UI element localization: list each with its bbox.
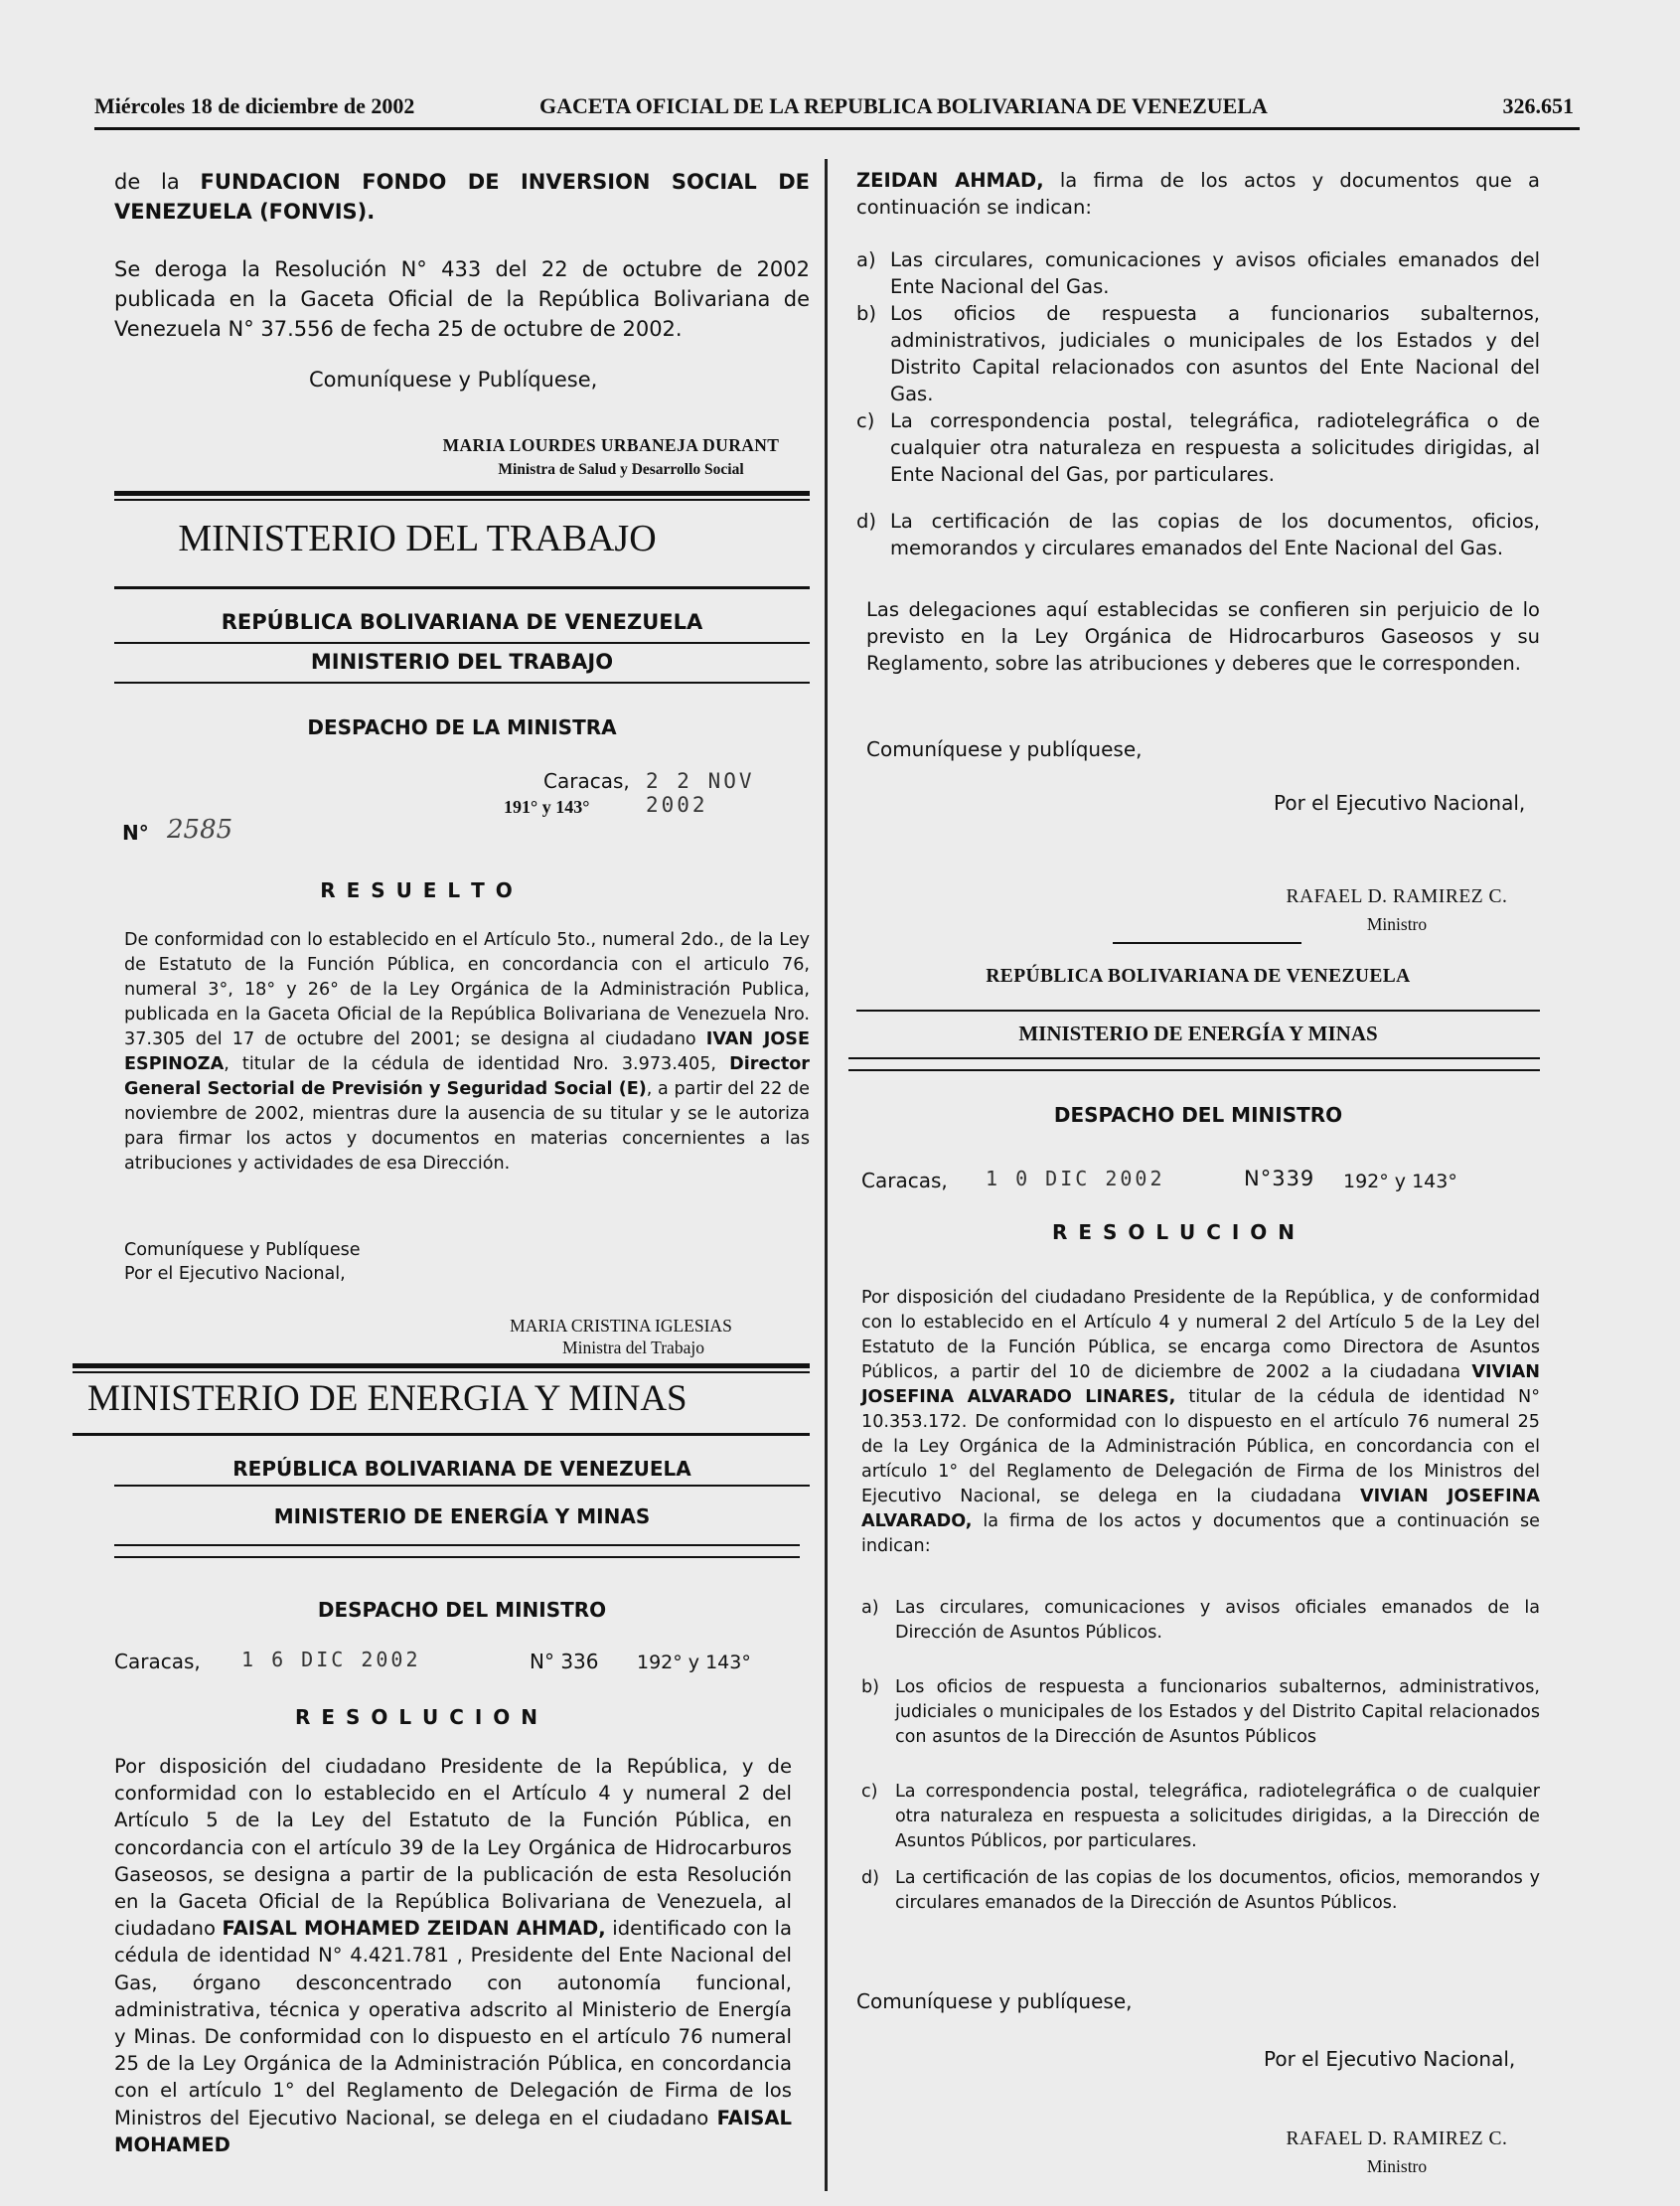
comuniquese-2: Comuníquese y Publíquese: [124, 1240, 361, 1260]
designee-name: VIVIAN JOSEFINA ALVARADO LINARES,: [861, 1362, 1540, 1407]
delegaciones-paragraph: Las delegaciones aquí establecidas se confieren sin perjuicio de lo previsto en la Ley Orgánica de Hidrocarburos Gaseosos y su Reglamento, sobre las atribuciones y deberes que le corresponden.: [866, 598, 1540, 675]
header-page-number: 326.651: [1502, 93, 1574, 118]
caracas-label: Caracas,: [861, 1169, 948, 1192]
signer-name-2: MARIA CRISTINA IGLESIAS: [510, 1316, 732, 1336]
continuation-paragraph: [856, 167, 1540, 221]
separator-rule: [848, 1069, 1540, 1071]
body-text: De conformidad con lo establecido en el Artículo 5to., numeral 2do., de la Ley de Estatuto de la Función Pública, en concordancia con el articulo 76, numeral 3°, 18° y 26° de la Ley Orgánica de la Administración Publica, publicada en la Gaceta Oficial de la República Bolivariana de Venezuela Nro. 37.305 del 17 de octubre del 2001; se designa al ciudadano: [124, 930, 810, 1049]
delegation-list: [861, 1596, 1540, 1916]
separator-rule: [114, 491, 810, 496]
signer-name-4: RAFAEL D. RAMIREZ C.: [1286, 2128, 1508, 2149]
body-text: Por disposición del ciudadano Presidente de la República, y de conformidad con lo establecido en el Artículo 4 y numeral 2 del Artículo 5 de la Ley del Estatuto de la Función Pública, en concordancia con el artículo 39 de la Ley Orgánica de Hidrocarburos Gaseosos, se designa a partir de la publicación de esta Resolución en la Gaceta Oficial de la República Bolivariana de Venezuela, al ciudadano: [114, 1755, 792, 1941]
list-item: d) La certificación de las copias de los documentos, oficios, memorandos y circulares emanados de la Dirección de Asuntos Públicos.: [861, 1868, 1540, 1913]
ejecutivo-4: Por el Ejecutivo Nacional,: [1264, 2047, 1516, 2071]
signer-title-1: Ministra de Salud y Desarrollo Social: [498, 461, 744, 478]
caracas-label: Caracas,: [114, 1650, 201, 1673]
header-date: Miércoles 18 de diciembre de 2002: [94, 93, 415, 118]
header-title: GACETA OFICIAL DE LA REPUBLICA BOLIVARIANA DE VENEZUELA: [539, 93, 1268, 118]
ejecutivo-3: Por el Ejecutivo Nacional,: [1274, 791, 1526, 815]
years-label: 192° y 143°: [637, 1652, 751, 1673]
separator-rule: [114, 1485, 810, 1487]
republica-heading: REPÚBLICA BOLIVARIANA DE VENEZUELA: [221, 610, 703, 634]
separator-rule: [73, 1371, 810, 1373]
separator-rule: [73, 1363, 810, 1368]
delegation-list: [856, 246, 1540, 561]
signer-title-2: Ministra del Trabajo: [562, 1338, 704, 1357]
date-stamp: 1 6 DIC 2002: [241, 1648, 421, 1671]
fonvis-name: FUNDACION FONDO DE INVERSION SOCIAL DE VENEZUELA (FONVIS).: [114, 170, 810, 224]
despacho-heading: DESPACHO DEL MINISTRO: [1053, 1103, 1343, 1127]
energia-banner: MINISTERIO DE ENERGIA Y MINAS: [87, 1378, 687, 1419]
list-item: a) Las circulares, comunicaciones y avisos oficiales emanados del Ente Nacional del Gas.: [856, 248, 1540, 298]
signer-name-1: MARIA LOURDES URBANEJA DURANT: [442, 435, 780, 455]
years-label: 192° y 143°: [1343, 1171, 1457, 1192]
ministerio-heading: MINISTERIO DE ENERGÍA Y MINAS: [273, 1504, 651, 1528]
despacho-heading: DESPACHO DE LA MINISTRA: [307, 715, 617, 739]
body-text: , a partir del 22 de noviembre de 2002, mientras dure la ausencia de su titular y se le autoriza para firmar los actos y documentos en materias concernientes a las atribuciones y actividades de esa Dirección.: [124, 1079, 810, 1174]
resolucion-336-body: [114, 1753, 792, 2158]
body-text: , titular de la cédula de identidad Nro. 3.973.405,: [224, 1054, 730, 1074]
separator-rule: [114, 1544, 800, 1546]
list-item: b) Los oficios de respuesta a funcionarios subalternos, administrativos, judiciales o municipales de los Estados y del Distrito Capital relacionados con asuntos de la Dirección de Asuntos Públicos: [861, 1677, 1540, 1747]
caracas-label: Caracas,: [543, 769, 630, 793]
list-item: c) La correspondencia postal, telegráfica, radiotelegráfica o de cualquier otra naturaleza en respuesta a solicitudes dirigidas, al Ente Nacional del Gas, por particulares.: [856, 409, 1540, 486]
intro-paragraph: [114, 167, 810, 227]
signer-name-3: RAFAEL D. RAMIREZ C.: [1286, 886, 1508, 907]
comuniquese-3: Comuníquese y publíquese,: [866, 737, 1143, 761]
separator-rule: [856, 1010, 1540, 1012]
trabajo-banner: MINISTERIO DEL TRABAJO: [178, 518, 657, 559]
separator-rule: [848, 1057, 1540, 1059]
comuniquese-4: Comuníquese y publíquese,: [856, 1989, 1133, 2013]
list-item: c) La correspondencia postal, telegráfica, radiotelegráfica o de cualquier otra naturaleza en respuesta a solicitudes dirigidas, a la Dirección de Asuntos Públicos, por particulares.: [861, 1782, 1540, 1851]
ministerio-heading: MINISTERIO DE ENERGÍA Y MINAS: [1018, 1022, 1378, 1045]
resolution-number: N°339: [1244, 1167, 1315, 1190]
years-label: 191° y 143°: [504, 797, 590, 817]
designee-name: FAISAL MOHAMED ZEIDAN AHMAD,: [222, 1917, 606, 1941]
comuniquese-1: Comuníquese y Publíquese,: [309, 368, 598, 392]
resolucion-heading: R E S O L U C I O N: [295, 1705, 539, 1729]
separator-rule: [114, 682, 810, 684]
separator-rule: [1113, 942, 1301, 944]
number-label: N°: [122, 821, 149, 845]
resuelto-heading: R E S U E L T O: [320, 878, 515, 902]
resolution-number: N° 336: [530, 1650, 599, 1673]
body-text: la firma de los actos y documentos que a continuación se indican:: [861, 1511, 1540, 1556]
designee-name: VIVIAN JOSEFINA ALVARADO,: [861, 1487, 1540, 1531]
separator-rule: [114, 1556, 800, 1558]
list-item: d) La certificación de las copias de los documentos, oficios, memorandos y circulares emanados del Ente Nacional del Gas.: [856, 510, 1540, 559]
gazette-header: [94, 91, 1580, 130]
separator-rule: [73, 1433, 810, 1436]
designee-name: ZEIDAN AHMAD,: [856, 169, 1044, 192]
intro-text: de la: [114, 170, 201, 194]
separator-rule: [114, 499, 810, 501]
list-item: b) Los oficios de respuesta a funcionarios subalternos, administrativos, judiciales o municipales de los Estados y del Distrito Capital relacionados con asuntos del Ente Nacional del Gas.: [856, 302, 1540, 405]
separator-rule: [114, 586, 810, 589]
ministerio-heading: MINISTERIO DEL TRABAJO: [310, 650, 614, 674]
designee-name: IVAN JOSE ESPINOZA: [124, 1029, 810, 1074]
list-item: a) Las circulares, comunicaciones y avisos oficiales emanados de la Dirección de Asuntos Públicos.: [861, 1598, 1540, 1643]
resolucion-339-body: [861, 1286, 1540, 1559]
resolucion-heading: R E S O L U C I O N: [1052, 1220, 1297, 1244]
designee-name: FAISAL MOHAMED: [114, 2106, 792, 2156]
body-text: Por disposición del ciudadano Presidente de la República, y de conformidad con lo establecido en el Artículo 4 y numeral 2 del Artículo 5 de la Ley del Estatuto de la Función Pública, se encarga como Directora de Asuntos Públicos, a partir del 10 de diciembre de 2002 a la ciudadana: [861, 1288, 1540, 1382]
designee-position: Director General Sectorial de Previsión y Seguridad Social (E): [124, 1054, 810, 1099]
resuelto-body: [124, 928, 810, 1177]
date-stamp: 1 0 DIC 2002: [986, 1167, 1165, 1190]
column-divider: [825, 159, 828, 2191]
republica-heading: REPÚBLICA BOLIVARIANA DE VENEZUELA: [986, 966, 1411, 987]
republica-heading: REPÚBLICA BOLIVARIANA DE VENEZUELA: [232, 1457, 691, 1481]
handwritten-number: 2585: [167, 815, 233, 845]
date-stamp: 2 2 NOV 2002: [646, 769, 755, 817]
derogation-paragraph: Se deroga la Resolución N° 433 del 22 de octubre de 2002 publicada en la Gaceta Oficial de la República Bolivariana de Venezuela N° 37.556 de fecha 25 de octubre de 2002.: [114, 257, 810, 341]
body-text: la firma de los actos y documentos que a continuación se indican:: [856, 169, 1540, 219]
despacho-heading: DESPACHO DEL MINISTRO: [317, 1598, 607, 1622]
signer-title-3: Ministro: [1366, 914, 1428, 934]
ejecutivo-2: Por el Ejecutivo Nacional,: [124, 1264, 346, 1284]
signer-title-4: Ministro: [1366, 2156, 1428, 2176]
separator-rule: [114, 642, 810, 644]
body-text: identificado con la cédula de identidad N° 4.421.781 , Presidente del Ente Nacional del Gas, órgano desconcentrado con autonomía funcional, administrativa, técnica y operativa adscrito al Ministerio de Energía y Minas. De conformidad con lo dispuesto en el artículo 76 numeral 25 de la Ley Orgánica de la Administración Pública, en concordancia con el artículo 1° del Reglamento de Delegación de Firma de los Ministros del Ejecutivo Nacional, se delega en el ciudadano: [114, 1917, 792, 2129]
body-text: titular de la cédula de identidad N° 10.353.172. De conformidad con lo dispuesto en el artículo 76 numeral 25 de la Ley Orgánica de la Administración Pública, en concordancia con el artículo 1° del Reglamento de Delegación de Firma de los Ministros del Ejecutivo Nacional, se delega en la ciudadana: [861, 1387, 1540, 1506]
